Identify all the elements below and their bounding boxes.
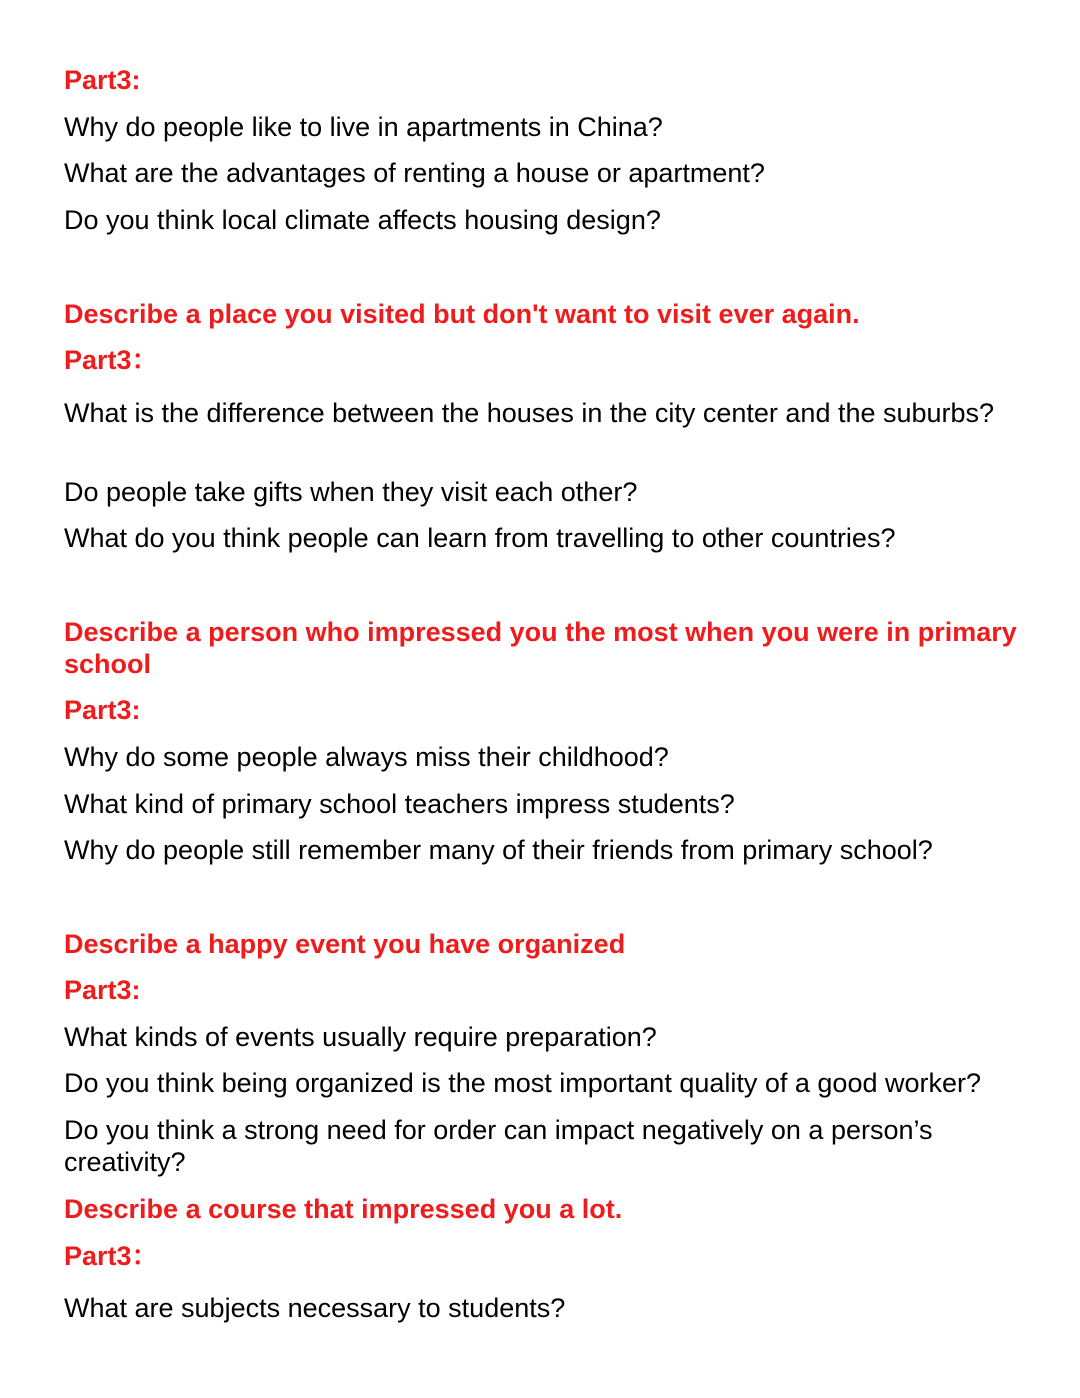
question: Do people take gifts when they visit each other? [64, 477, 638, 507]
part-label: Part3： [64, 345, 159, 375]
question: Do you think being organized is the most important quality of a good worker? [64, 1068, 982, 1098]
question: What are the advantages of renting a house or apartment? [64, 158, 765, 188]
question: Do you think local climate affects housing design? [64, 205, 661, 235]
question: Why do people still remember many of their friends from primary school? [64, 835, 933, 865]
question: Why do people like to live in apartments in China? [64, 112, 663, 142]
topic-heading: Describe a course that impressed you a lot. [64, 1194, 623, 1224]
part-label: Part3: [64, 695, 141, 725]
question: What kind of primary school teachers impress students? [64, 789, 735, 819]
question: What are subjects necessary to students? [64, 1293, 566, 1323]
question: What do you think people can learn from travelling to other countries? [64, 523, 896, 553]
part-label: Part3: [64, 65, 141, 95]
topic-heading: Describe a person who impressed you the most when you were in primary school [64, 617, 1017, 679]
question: What is the difference between the houses in the city center and the suburbs? [64, 398, 995, 428]
question: Do you think a strong need for order can impact negatively on a person’s creativity? [64, 1115, 933, 1177]
part-label: Part3： [64, 1241, 159, 1271]
part-label: Part3: [64, 975, 141, 1005]
topic-heading: Describe a happy event you have organized [64, 929, 626, 959]
question: What kinds of events usually require preparation? [64, 1022, 657, 1052]
question: Why do some people always miss their childhood? [64, 742, 669, 772]
topic-heading: Describe a place you visited but don't want to visit ever again. [64, 299, 860, 329]
